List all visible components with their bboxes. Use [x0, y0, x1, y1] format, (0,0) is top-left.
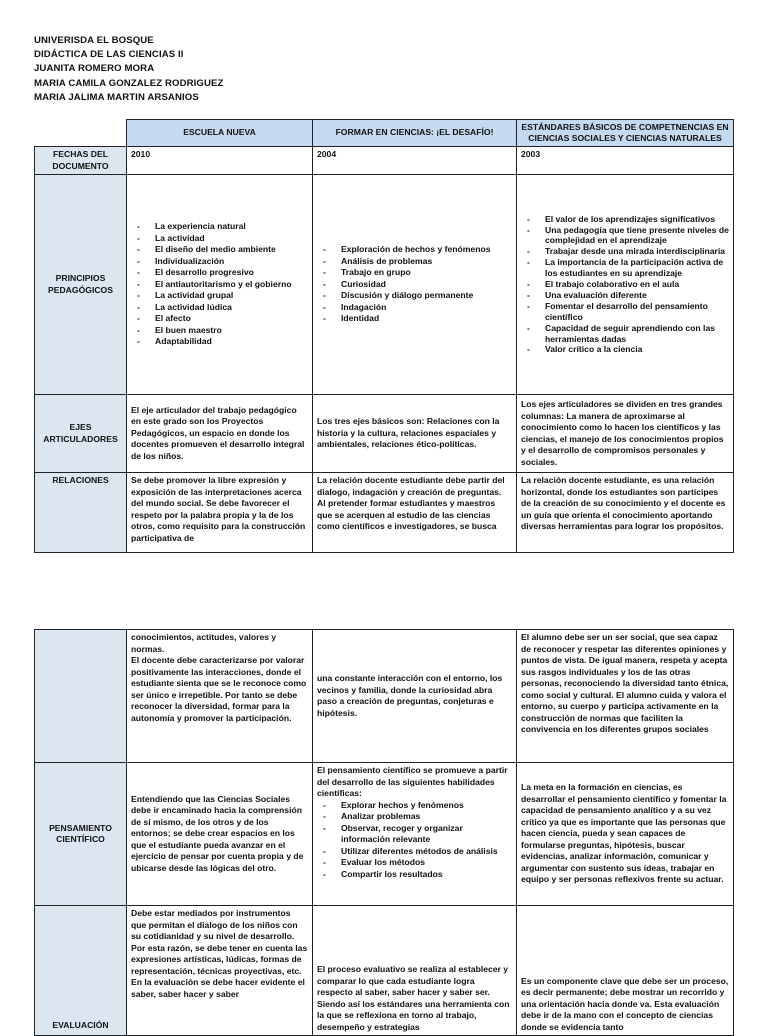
list-item: - La actividad grupal: [131, 290, 308, 302]
paragraph: El docente debe caracterizarse por valorar positivamente las interacciones, donde el estudiante sienta que se le reconoce como ser único e irrepetible. Por tanto se debe reconocer la diversidad, formar para la autonomía y promover la participación.: [131, 655, 307, 723]
list-item: - Trabajar desde una mirada interdisciplinaria: [521, 246, 729, 257]
comparison-table-part-2: [34, 629, 734, 1036]
ejes-formar-ciencias: Los tres ejes básicos son: Relaciones con la historia y la cultura, relaciones espaciales y ambientales, relaciones ético-políticas.: [313, 395, 517, 473]
list-item: - Compartir los resultados: [317, 869, 512, 881]
list-item: - Trabajo en grupo: [317, 267, 512, 279]
list-item: - La experiencia natural: [131, 221, 308, 233]
header-line: UNIVERISDA EL BOSQUE: [34, 35, 154, 46]
list-item: - El afecto: [131, 313, 308, 325]
row-relaciones: [35, 473, 734, 553]
fecha-formar-ciencias: 2004: [313, 147, 517, 175]
list-item: - Observar, recoger y organizar información relevante: [317, 823, 512, 846]
list-item: - El trabajo colaborativo en el aula: [521, 279, 729, 290]
list-item: - La actividad: [131, 233, 308, 245]
paragraph: El pensamiento científico se promueve a partir del desarrollo de las siguientes habilidades científicas:: [317, 765, 508, 798]
header-line: DIDÁCTICA DE LAS CIENCIAS II: [34, 49, 184, 61]
evaluacion-estandares: Es un componente clave que debe ser un proceso, es decir permanente; debe mostrar un recorrido y una orientación hacia donde va. Esta evaluación debe ir de la mano con el concepto de ciencias donde se evidencia tanto: [517, 906, 734, 1036]
paragraph: conocimientos, actitudes, valores y normas.: [131, 632, 277, 654]
list-item: - La importancia de la participación activa de los estudiantes en su aprendizaje: [521, 257, 729, 279]
relaciones-formar-ciencias: [313, 473, 517, 553]
row-pensamiento: [35, 763, 734, 906]
column-header-escuela-nueva: ESCUELA NUEVA: [127, 120, 313, 147]
pensamiento-estandares: La meta en la formación en ciencias, es desarrollar el pensamiento científico y fomentar la capacidad de pensamiento analítico y a su vez crítico ya que es importante que las personas que hacen ciencia, pueda y sean capaces de formularse preguntas, hipótesis, buscar evidencias, analizar información, comunicar y argumentar con sustento sus ideas, trabajar en equipo y ser personas reflexivos frente su actuar.: [517, 763, 734, 906]
list-item: - Utilizar diferentes métodos de análisis: [317, 846, 512, 858]
evaluacion-formar-ciencias: El proceso evaluativo se realiza al establecer y comparar lo que cada estudiante logra respecto al saber, saber hacer y saber ser. Siendo así los estándares una herramienta con la que se reflexiona en torno al trabajo, desempeño y estrategias: [313, 906, 517, 1036]
row-label-relaciones: RELACIONES: [35, 473, 127, 553]
list-item: - Análisis de problemas: [317, 256, 512, 268]
row-label-principios: PRINCIPIOS PEDAGÓGICOS: [35, 175, 127, 395]
list-item: - Identidad: [317, 313, 512, 325]
row-relaciones-cont: [35, 630, 734, 763]
list-item: - Una pedagogía que tiene presente niveles de complejidad en el aprendizaje: [521, 225, 729, 247]
list-item: - Curiosidad: [317, 279, 512, 291]
principios-formar-ciencias: [313, 175, 517, 395]
row-label-empty: [35, 630, 127, 763]
list-item: - Adaptabilidad: [131, 336, 308, 348]
relaciones-cont-formar-ciencias: una constante interacción con el entorno, los vecinos y familia, donde la curiosidad abra paso a creación de preguntas, conjeturas e hipótesis.: [313, 630, 517, 763]
list-item: - Fomentar el desarrollo del pensamiento científico: [521, 301, 729, 323]
comparison-table-part-1: [34, 119, 734, 553]
list-item: - La actividad lúdica: [131, 302, 308, 314]
list-item: - El antiautoritarismo y el gobierno: [131, 279, 308, 291]
list-item: - Indagación: [317, 302, 512, 314]
list-item: - Valor crítico a la ciencia: [521, 344, 729, 355]
document-header: [34, 34, 223, 105]
list-item: - Exploración de hechos y fenómenos: [317, 244, 512, 256]
list-item: - Individualización: [131, 256, 308, 268]
evaluacion-escuela-nueva: Debe estar mediados por instrumentos que permitan el dialogo de los niños con su cotidianidad y su nivel de desarrollo. Por esta razón, se debe tener en cuenta las expresiones artísticas, lúdicas, formas de representación, técnicas proyectivas, etc. En la evaluación se debe hacer evidente el saber, saber hacer y saber: [127, 906, 313, 1036]
row-evaluacion: [35, 906, 734, 1036]
pensamiento-formar-ciencias: [313, 763, 517, 906]
header-line: MARIA CAMILA GONZALEZ RODRIGUEZ: [34, 77, 224, 89]
list-item: - El buen maestro: [131, 325, 308, 337]
row-label-pensamiento: PENSAMIENTO CIENTÍFICO: [35, 763, 127, 906]
fecha-escuela-nueva: 2010: [127, 147, 313, 175]
column-header-estandares: ESTÁNDARES BÁSICOS DE COMPETNENCIAS EN CIENCIAS SOCIALES Y CIENCIAS NATURALES: [517, 120, 734, 147]
pensamiento-escuela-nueva: Entendiendo que las Ciencias Sociales debe ir encaminado hacia la comprensión de sí mismo, de los otros y de los entornos; se debe crear espacios en los que el estudiante pueda avanzar en el ejercicio de pensar por cuenta propia y de ubicarse desde las lógicas del otro.: [127, 763, 313, 906]
list-item: - El desarrollo progresivo: [131, 267, 308, 279]
list-item: - Evaluar los métodos: [317, 857, 512, 869]
fecha-estandares: 2003: [517, 147, 734, 175]
empty-corner-cell: [35, 120, 127, 147]
row-principios: [35, 175, 734, 395]
list-item: - Discusión y diálogo permanente: [317, 290, 512, 302]
header-line: JUANITA ROMERO MORA: [34, 63, 155, 75]
list-item: - El diseño del medio ambiente: [131, 244, 308, 256]
principios-estandares: [517, 175, 734, 395]
ejes-estandares: Los ejes articuladores se dividen en tres grandes columnas: La manera de aproximarse al conocimiento como lo hacen los científicos y las ciencias, el manejo de los conocimientos propios y el desarrollo de compromisos personales y sociales.: [517, 395, 734, 473]
row-label-evaluacion: EVALUACIÓN: [35, 906, 127, 1036]
row-fechas: [35, 147, 734, 175]
ejes-escuela-nueva: El eje articulador del trabajo pedagógico en este grado son los Proyectos Pedagógicos, un espacio en donde los docentes promueven el desarrollo integral de los niños.: [127, 395, 313, 473]
row-label-ejes: EJES ARTICULADORES: [35, 395, 127, 473]
list-item: - Explorar hechos y fenómenos: [317, 800, 512, 812]
column-header-formar-ciencias: FORMAR EN CIENCIAS: ¡EL DESAFÍO!: [313, 120, 517, 147]
paragraph: La relación docente estudiante debe partir del dialogo, indagación y creación de preguntas.: [317, 475, 505, 497]
row-ejes: [35, 395, 734, 473]
relaciones-cont-escuela-nueva: [127, 630, 313, 763]
relaciones-estandares: La relación docente estudiante, es una relación horizontal, donde los estudiantes son partícipes de la creación de su conocimiento y el docente es un guía que orienta el conocimiento aportando diversas herramientas para lograr los propósitos.: [517, 473, 734, 553]
principios-escuela-nueva: [127, 175, 313, 395]
list-item: - Una evaluación diferente: [521, 290, 729, 301]
relaciones-cont-estandares: El alumno debe ser un ser social, que sea capaz de reconocer y respetar las diferentes opiniones y puntos de vista. De igual manera, respeta y acepta sus rasgos individuales y los de las otras personas, reconociendo la diversidad tanto étnica, como social y cultural. El alumno cuida y valora el entorno, su cuerpo y participa activamente en la construcción de normas que faciliten la convivencia en los diferentes grupos sociales: [517, 630, 734, 763]
table-header-row: [35, 120, 734, 147]
list-item: - El valor de los aprendizajes significativos: [521, 214, 729, 225]
header-line: MARIA JALIMA MARTIN ARSANIOS: [34, 91, 199, 103]
paragraph: Al pretender formar estudiantes y maestros que se acerquen al estudio de las ciencias como científicos e investigadores, se busca: [317, 498, 497, 531]
list-item: - Analizar problemas: [317, 811, 512, 823]
list-item: - Capacidad de seguir aprendiendo con las herramientas dadas: [521, 323, 729, 345]
relaciones-escuela-nueva: Se debe promover la libre expresión y exposición de las interpretaciones acerca del mundo social. Se debe favorecer el respeto por la palabra propia y la de los otros, como requisito para la construcción participativa de: [127, 473, 313, 553]
row-label-fechas: FECHAS DEL DOCUMENTO: [35, 147, 127, 175]
